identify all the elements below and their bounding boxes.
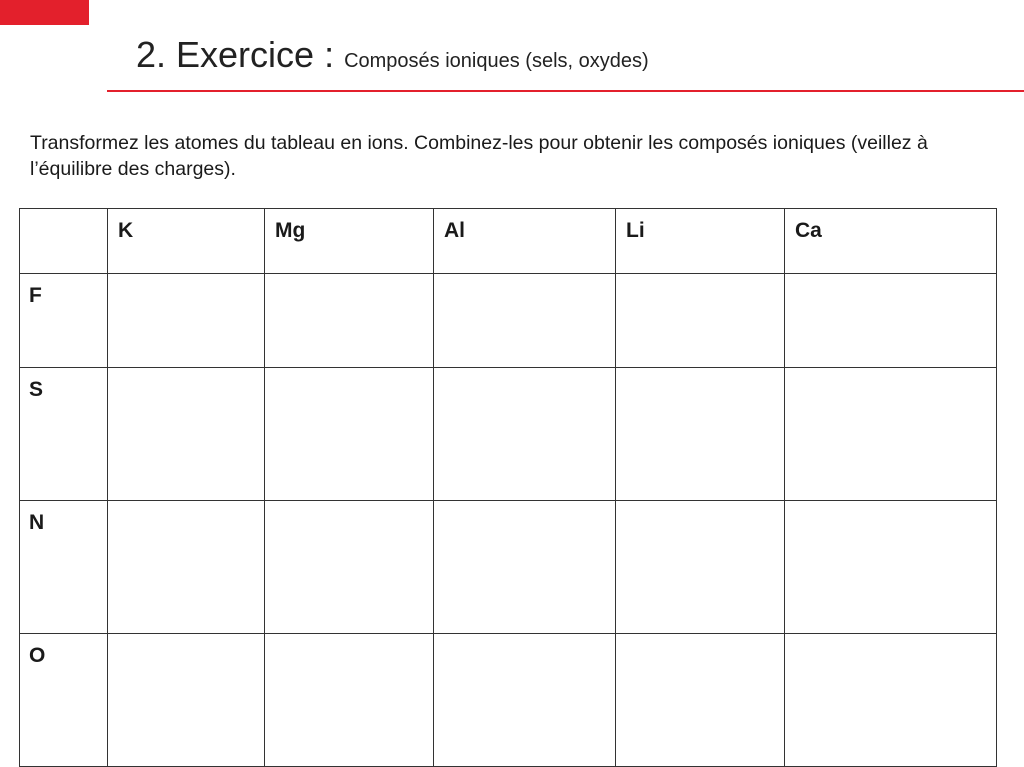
red-corner-tab xyxy=(0,0,89,25)
column-header: Al xyxy=(434,209,616,274)
answer-cell[interactable] xyxy=(785,368,997,501)
table-header-row xyxy=(20,209,997,274)
column-header: Mg xyxy=(265,209,434,274)
answer-cell[interactable] xyxy=(785,634,997,767)
instructions-text: Transformez les atomes du tableau en ions. Combinez-les pour obtenir les composés ioniques (veillez à l’équilibre des charges). xyxy=(30,132,928,180)
answer-cell[interactable] xyxy=(434,634,616,767)
answer-cell[interactable] xyxy=(616,501,785,634)
column-header: Ca xyxy=(785,209,997,274)
row-header: N xyxy=(20,501,108,634)
table-row xyxy=(20,274,997,368)
answer-cell[interactable] xyxy=(108,368,265,501)
answer-cell[interactable] xyxy=(434,501,616,634)
table-row xyxy=(20,634,997,767)
ion-combination-table xyxy=(19,208,997,767)
title-main: 2. Exercice : xyxy=(136,34,345,75)
row-header: S xyxy=(20,368,108,501)
answer-cell[interactable] xyxy=(785,501,997,634)
title-divider xyxy=(107,90,1024,92)
column-header: Li xyxy=(616,209,785,274)
table-corner-cell xyxy=(20,209,108,274)
answer-cell[interactable] xyxy=(616,274,785,368)
table-row xyxy=(20,368,997,501)
answer-cell[interactable] xyxy=(265,501,434,634)
answer-cell[interactable] xyxy=(785,274,997,368)
answer-cell[interactable] xyxy=(108,501,265,634)
column-header: K xyxy=(108,209,265,274)
answer-cell[interactable] xyxy=(265,634,434,767)
answer-cell[interactable] xyxy=(265,274,434,368)
answer-cell[interactable] xyxy=(434,368,616,501)
title-subtitle: Composés ioniques (sels, oxydes) xyxy=(344,50,649,72)
answer-cell[interactable] xyxy=(616,368,785,501)
answer-cell[interactable] xyxy=(434,274,616,368)
answer-cell[interactable] xyxy=(265,368,434,501)
answer-cell[interactable] xyxy=(108,634,265,767)
answer-cell[interactable] xyxy=(616,634,785,767)
answer-cell[interactable] xyxy=(108,274,265,368)
table-row xyxy=(20,501,997,634)
row-header: F xyxy=(20,274,108,368)
slide-title xyxy=(136,34,649,76)
row-header: O xyxy=(20,634,108,767)
